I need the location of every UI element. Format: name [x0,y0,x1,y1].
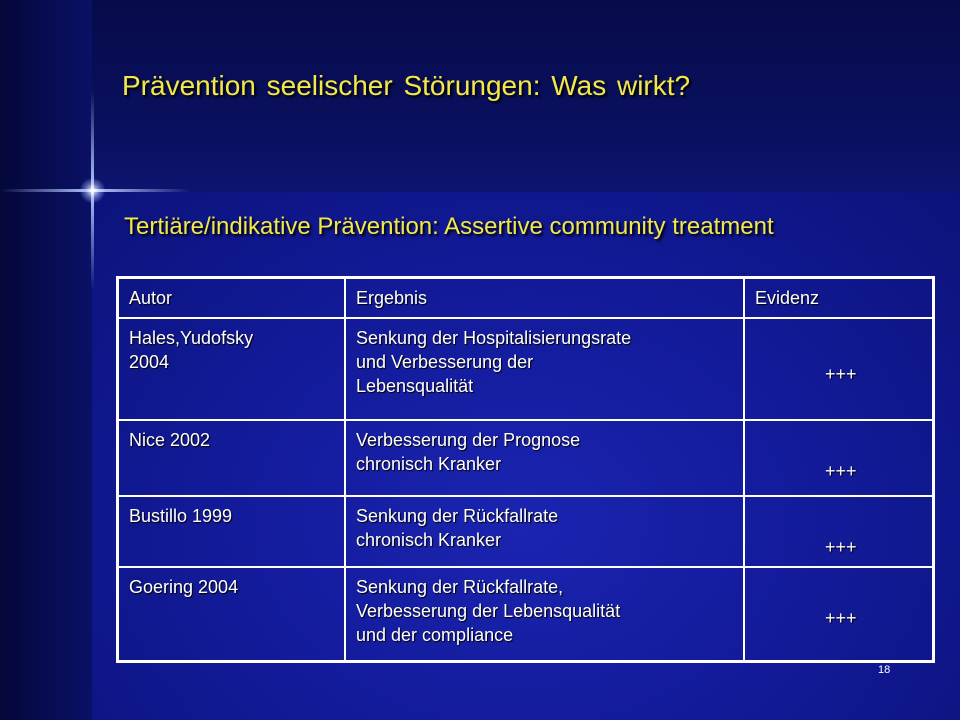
cell-line: Nice 2002 [129,430,211,450]
evidence-rating: +++ [825,364,857,384]
cell-line: chronisch Kranker [356,454,502,474]
cell-line: Senkung der Rückfallrate, [356,577,564,597]
page-number: 18 [878,664,891,676]
table-row [118,496,934,567]
table-row [118,567,934,662]
cell-autor [118,420,346,496]
header-autor: Autor [118,278,346,319]
cell-line: Goering 2004 [129,577,239,597]
cell-line: Verbesserung der Prognose [356,430,581,450]
evidence-rating: +++ [825,537,857,557]
cell-evidenz [744,496,934,567]
cell-ergebnis [345,567,744,662]
cell-line: Lebensqualität [356,376,474,396]
cell-line: und Verbesserung der [356,352,534,372]
slide-subtitle: Tertiäre/indikative Prävention: Assertive community treatment [124,213,774,240]
cell-evidenz [744,420,934,496]
cell-line: Senkung der Hospitalisierungsrate [356,328,632,348]
cell-autor [118,496,346,567]
header-evidenz: Evidenz [744,278,934,319]
cell-line: 2004 [129,352,170,372]
cell-evidenz [744,318,934,420]
cell-ergebnis [345,318,744,420]
table-header-row [118,278,934,319]
cell-line: Verbesserung der Lebensqualität [356,601,621,621]
slide-title: Prävention seelischer Störungen: Was wirkt? [122,70,691,101]
slide-left-band [0,0,92,720]
cell-line: und der compliance [356,625,514,645]
cell-line: Hales,Yudofsky [129,328,254,348]
cell-autor [118,318,346,420]
cell-evidenz [744,567,934,662]
header-ergebnis: Ergebnis [345,278,744,319]
cell-line: Senkung der Rückfallrate [356,506,559,526]
table-row [118,420,934,496]
cell-line: Bustillo 1999 [129,506,233,526]
evidence-table [116,276,935,663]
table-row [118,318,934,420]
evidence-rating: +++ [825,461,857,481]
cell-ergebnis [345,420,744,496]
sparkle-star-icon [80,178,105,203]
evidence-rating: +++ [825,608,857,628]
cell-line: chronisch Kranker [356,530,502,550]
cell-ergebnis [345,496,744,567]
cell-autor [118,567,346,662]
